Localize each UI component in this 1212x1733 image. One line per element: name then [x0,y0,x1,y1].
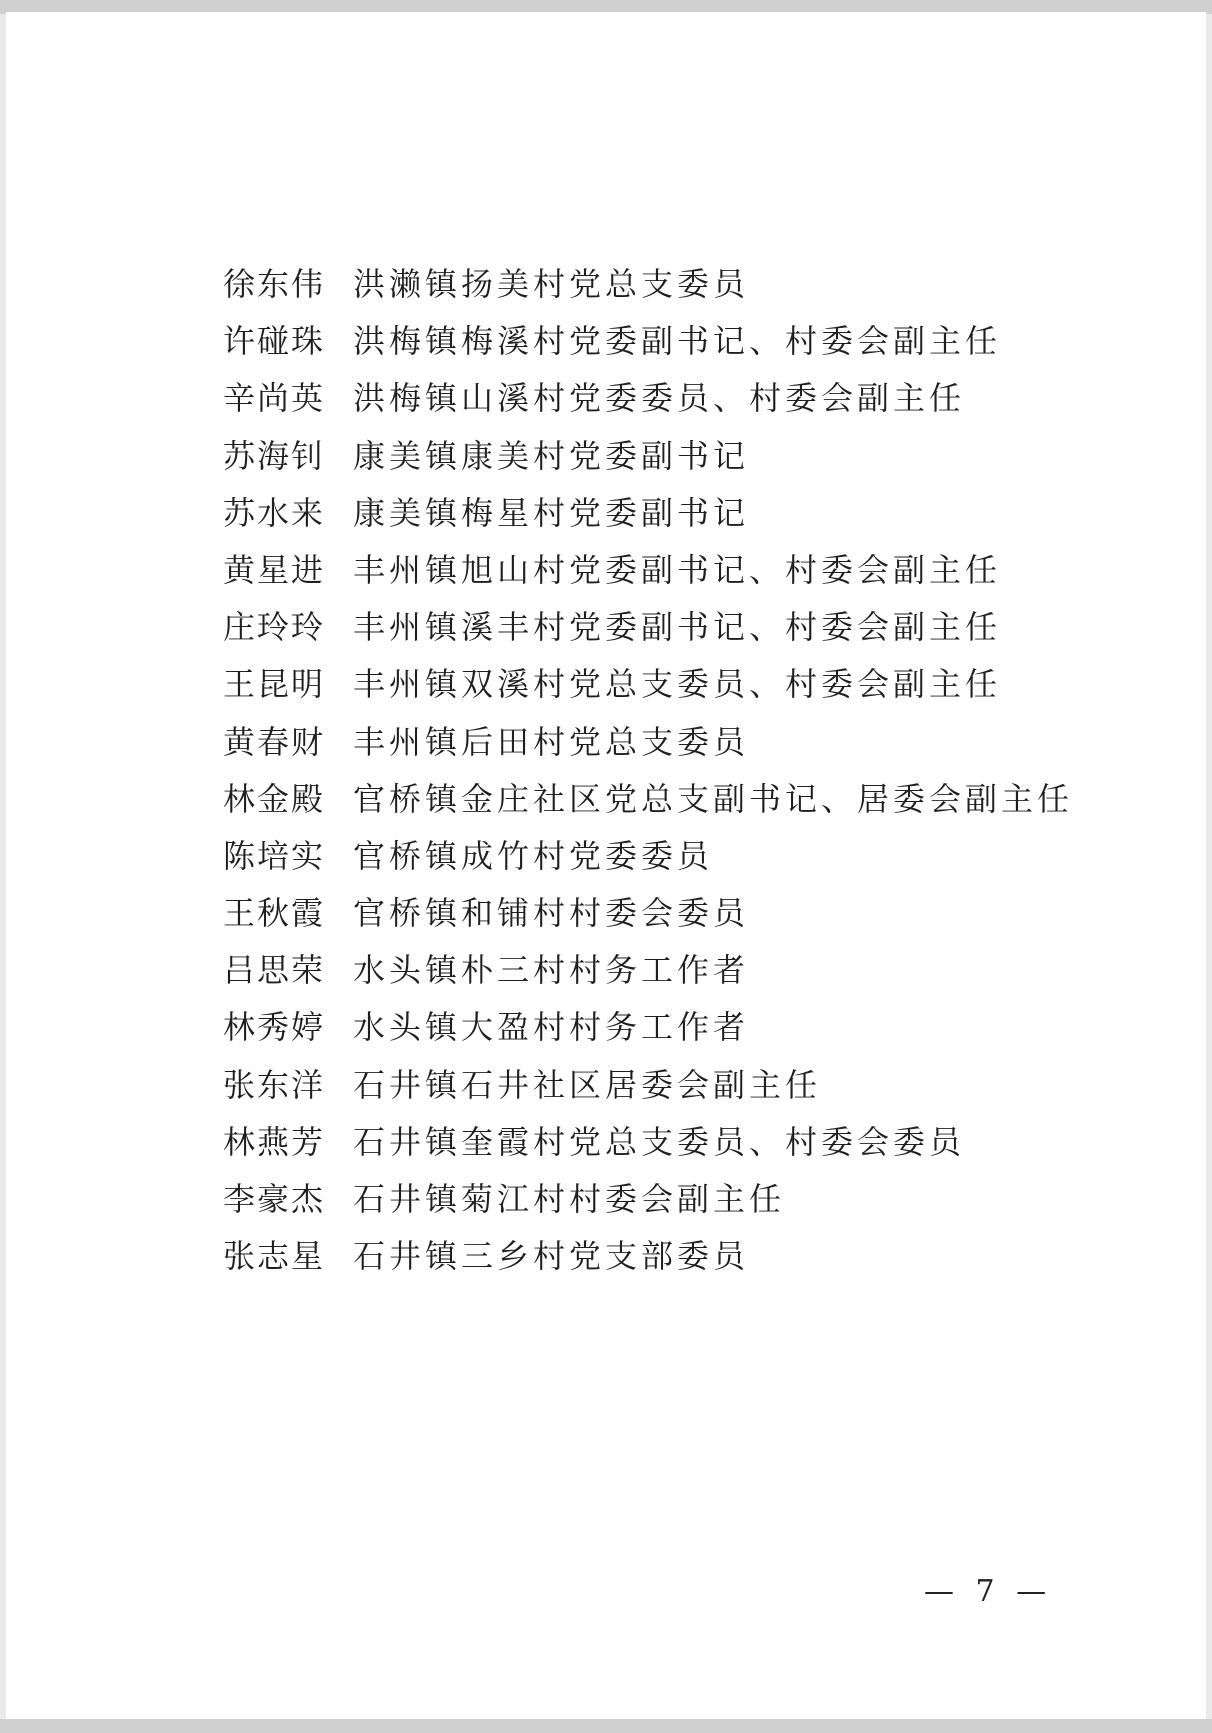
document-page [6,12,1206,1721]
person-name: 吕思荣 [223,951,326,990]
person-name: 林金殿 [223,779,326,818]
person-name: 林秀婷 [223,1008,326,1047]
person-name: 徐东伟 [223,265,326,303]
person-title: 官桥镇和铺村村委会委员 [353,894,750,933]
person-name: 黄春财 [223,722,326,761]
list-item [223,717,1073,774]
list-item [223,1060,1073,1117]
personnel-list [223,259,1073,1288]
list-item [223,1117,1073,1174]
person-title: 洪濑镇扬美村党总支委员 [353,265,750,303]
person-title: 石井镇石井社区居委会副主任 [353,1065,822,1104]
list-item [223,373,1073,430]
person-title: 官桥镇成竹村党委委员 [353,836,714,875]
person-name: 苏水来 [223,493,326,532]
list-item [223,545,1073,602]
person-name: 许碰珠 [223,322,326,361]
person-name: 苏海钊 [223,436,326,475]
person-title: 丰州镇旭山村党委副书记、村委会副主任 [353,550,1002,589]
person-name: 陈培实 [223,836,326,875]
person-name: 黄星进 [223,550,326,589]
list-item [223,1174,1073,1231]
person-title: 水头镇朴三村村务工作者 [353,951,750,990]
person-title: 洪梅镇山溪村党委委员、村委会副主任 [353,379,966,418]
list-item [223,1002,1073,1059]
person-name: 王昆明 [223,665,326,704]
list-item [223,659,1073,716]
list-item [223,259,1073,316]
person-name: 林燕芳 [223,1122,326,1161]
person-name: 辛尚英 [223,379,326,418]
person-name: 张志星 [223,1237,326,1276]
person-name: 李豪杰 [223,1180,326,1218]
list-item [223,945,1073,1002]
person-name: 王秋霞 [223,894,326,933]
list-item [223,602,1073,659]
list-item [223,488,1073,545]
person-title: 官桥镇金庄社区党总支副书记、居委会副主任 [353,779,1074,818]
person-title: 水头镇大盈村村务工作者 [353,1008,750,1047]
person-title: 洪梅镇梅溪村党委副书记、村委会副主任 [353,322,1002,361]
bottom-scan-edge [0,1719,1212,1733]
person-title: 丰州镇后田村党总支委员 [353,722,750,761]
person-title: 石井镇菊江村村委会副主任 [353,1180,786,1218]
person-title: 丰州镇溪丰村党委副书记、村委会副主任 [353,608,1002,647]
list-item [223,831,1073,888]
list-item [223,774,1073,831]
person-name: 庄玲玲 [223,608,326,647]
list-item [223,888,1073,945]
person-title: 石井镇奎霞村党总支委员、村委会委员 [353,1122,966,1161]
person-title: 康美镇康美村党委副书记 [353,436,750,475]
page-number: — 7 — [924,1574,1053,1609]
person-name: 张东洋 [223,1065,326,1104]
list-item [223,431,1073,488]
person-title: 康美镇梅星村党委副书记 [353,493,750,532]
person-title: 丰州镇双溪村党总支委员、村委会副主任 [353,665,1002,704]
person-title: 石井镇三乡村党支部委员 [353,1237,750,1276]
list-item [223,316,1073,373]
list-item [223,1231,1073,1288]
